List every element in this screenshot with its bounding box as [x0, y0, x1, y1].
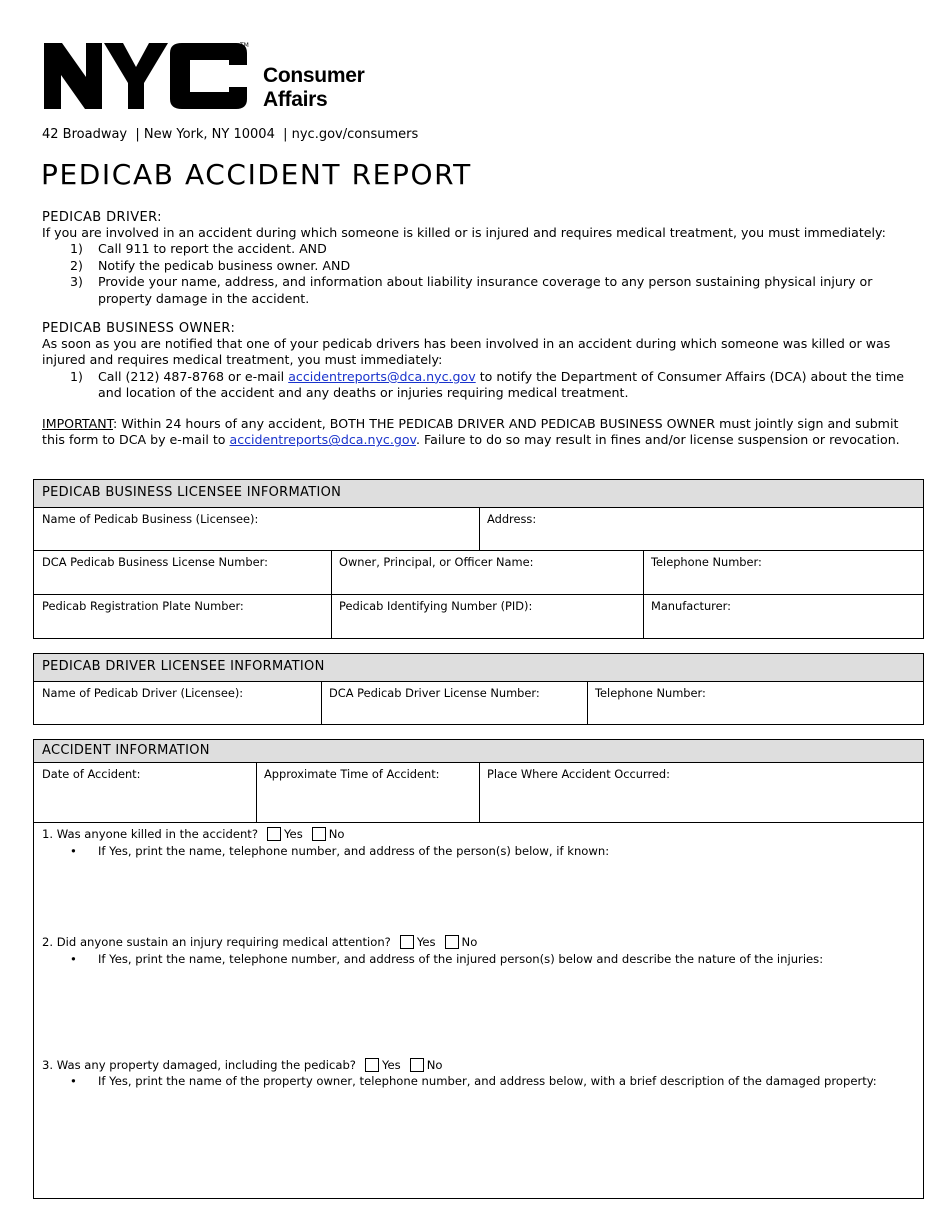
field-label: Owner, Principal, or Officer Name:	[339, 555, 534, 569]
pid-field[interactable]	[331, 595, 643, 638]
business-name-field[interactable]	[34, 508, 479, 550]
page-title: PEDICAB ACCIDENT REPORT	[41, 158, 472, 191]
svg-text:TM: TM	[240, 42, 249, 49]
step-number: 1)	[70, 241, 83, 257]
manufacturer-field[interactable]	[643, 595, 923, 638]
step-number: 1)	[70, 368, 83, 384]
driver-licensee-section	[33, 653, 924, 725]
step-number: 3)	[70, 274, 83, 290]
accident-information-section	[33, 739, 924, 1199]
field-label: Approximate Time of Accident:	[264, 767, 440, 781]
yes-checkbox[interactable]	[365, 1058, 379, 1072]
no-checkbox[interactable]	[312, 827, 326, 841]
section-header: PEDICAB DRIVER LICENSEE INFORMATION	[34, 654, 923, 682]
field-label: Manufacturer:	[651, 599, 731, 613]
step-number: 2)	[70, 257, 83, 273]
driver-step	[42, 274, 922, 307]
business-licensee-section	[33, 479, 924, 639]
yes-label: Yes	[416, 935, 436, 949]
question-3-answer-area[interactable]	[42, 1092, 912, 1192]
driver-steps	[42, 241, 922, 307]
accident-place-field[interactable]	[479, 763, 923, 821]
field-label: Telephone Number:	[595, 686, 706, 700]
important-notice	[42, 416, 922, 449]
field-label: Place Where Accident Occurred:	[487, 767, 670, 781]
field-label: DCA Pedicab Business License Number:	[42, 555, 268, 569]
instruction-text: If Yes, print the name, telephone number, and address of the person(s) below, if known:	[98, 844, 610, 858]
step-text: Notify the pedicab business owner. AND	[98, 257, 351, 273]
bullet-icon: •	[70, 952, 77, 966]
question-1-answer-area[interactable]	[42, 862, 912, 932]
email-link[interactable]: accidentreports@dca.nyc.gov	[229, 432, 417, 448]
driver-name-field[interactable]	[34, 682, 321, 724]
driver-heading: PEDICAB DRIVER:	[42, 210, 162, 225]
field-label: Address:	[487, 512, 537, 526]
business-license-number-field[interactable]	[34, 551, 331, 594]
agency-address: 42 Broadway | New York, NY 10004 | nyc.gov/consumers	[42, 127, 419, 142]
field-label: DCA Pedicab Driver License Number:	[329, 686, 540, 700]
accident-date-field[interactable]	[34, 763, 256, 821]
agency-name-line1: Consumer	[263, 64, 365, 87]
field-label: Pedicab Identifying Number (PID):	[339, 599, 533, 613]
driver-instructions	[42, 210, 922, 307]
no-checkbox[interactable]	[445, 935, 459, 949]
important-text: : Within 24 hours of any accident, BOTH THE PEDICAB DRIVER AND PEDICAB BUSINESS OWNER must jointly sign and submit this form to DCA by e-mail to	[42, 416, 899, 448]
bullet-icon: •	[70, 844, 77, 858]
agency-name-line2: Affairs	[263, 88, 328, 111]
yes-label: Yes	[381, 1058, 401, 1072]
owner-instructions	[42, 321, 922, 402]
yes-label: Yes	[284, 827, 303, 841]
step-text: Call (212) 487-8768 or e-mail	[98, 368, 289, 384]
question-text: 3. Was any property damaged, including the pedicab?	[42, 1058, 356, 1072]
owner-steps	[42, 369, 922, 402]
field-label: Pedicab Registration Plate Number:	[42, 599, 244, 613]
question-3	[42, 1058, 442, 1072]
no-checkbox[interactable]	[410, 1058, 424, 1072]
driver-license-number-field[interactable]	[321, 682, 587, 724]
owner-name-field[interactable]	[331, 551, 643, 594]
step-text: Provide your name, address, and information about liability insurance coverage to any person sustaining physical injury or property damage in the accident.	[98, 274, 873, 306]
field-label: Name of Pedicab Business (Licensee):	[42, 512, 259, 526]
instruction-text: If Yes, print the name of the property owner, telephone number, and address below, with a brief description of the damaged property:	[98, 1074, 877, 1088]
plate-number-field[interactable]	[34, 595, 331, 638]
instruction-text: If Yes, print the name, telephone number, and address of the injured person(s) below and describe the nature of the injuries:	[98, 952, 824, 966]
owner-heading: PEDICAB BUSINESS OWNER:	[42, 321, 236, 336]
bullet-icon: •	[70, 1074, 77, 1088]
driver-intro: If you are involved in an accident during which someone is killed or is injured and requires medical treatment, you must immediately:	[42, 225, 886, 240]
owner-intro: As soon as you are notified that one of your pedicab drivers has been involved in an accident during which someone was killed or was injured and requires medical treatment, you must immediately:	[42, 336, 891, 368]
step-text: Call 911 to report the accident. AND	[98, 241, 327, 257]
question-1	[42, 827, 345, 841]
driver-step	[42, 241, 922, 257]
yes-checkbox[interactable]	[400, 935, 414, 949]
important-text: . Failure to do so may result in fines and/or license suspension or revocation.	[416, 432, 900, 448]
section-header: PEDICAB BUSINESS LICENSEE INFORMATION	[34, 480, 923, 508]
email-link[interactable]: accidentreports@dca.nyc.gov	[288, 368, 476, 384]
owner-step	[42, 369, 922, 402]
question-text: 2. Did anyone sustain an injury requiring medical attention?	[42, 935, 391, 949]
question-2	[42, 935, 477, 949]
accident-time-field[interactable]	[256, 763, 479, 821]
yes-checkbox[interactable]	[267, 827, 281, 841]
no-label: No	[461, 935, 478, 949]
business-telephone-field[interactable]	[643, 551, 923, 594]
step-text: to notify the Department of Consumer Affairs (DCA) about the time and location of the accident and any deaths or injuries requiring medical treatment.	[98, 368, 905, 401]
field-label: Name of Pedicab Driver (Licensee):	[42, 686, 244, 700]
driver-step	[42, 258, 922, 274]
agency-name	[263, 64, 364, 112]
question-2-answer-area[interactable]	[42, 970, 912, 1055]
important-label: IMPORTANT	[42, 416, 113, 431]
nyc-logo-mark	[44, 41, 259, 113]
business-address-field[interactable]	[479, 508, 923, 550]
question-text: 1. Was anyone killed in the accident?	[42, 827, 259, 841]
section-header: ACCIDENT INFORMATION	[34, 740, 923, 763]
field-label: Telephone Number:	[651, 555, 762, 569]
no-label: No	[426, 1058, 443, 1072]
field-label: Date of Accident:	[42, 767, 141, 781]
no-label: No	[328, 827, 345, 841]
driver-telephone-field[interactable]	[587, 682, 923, 724]
